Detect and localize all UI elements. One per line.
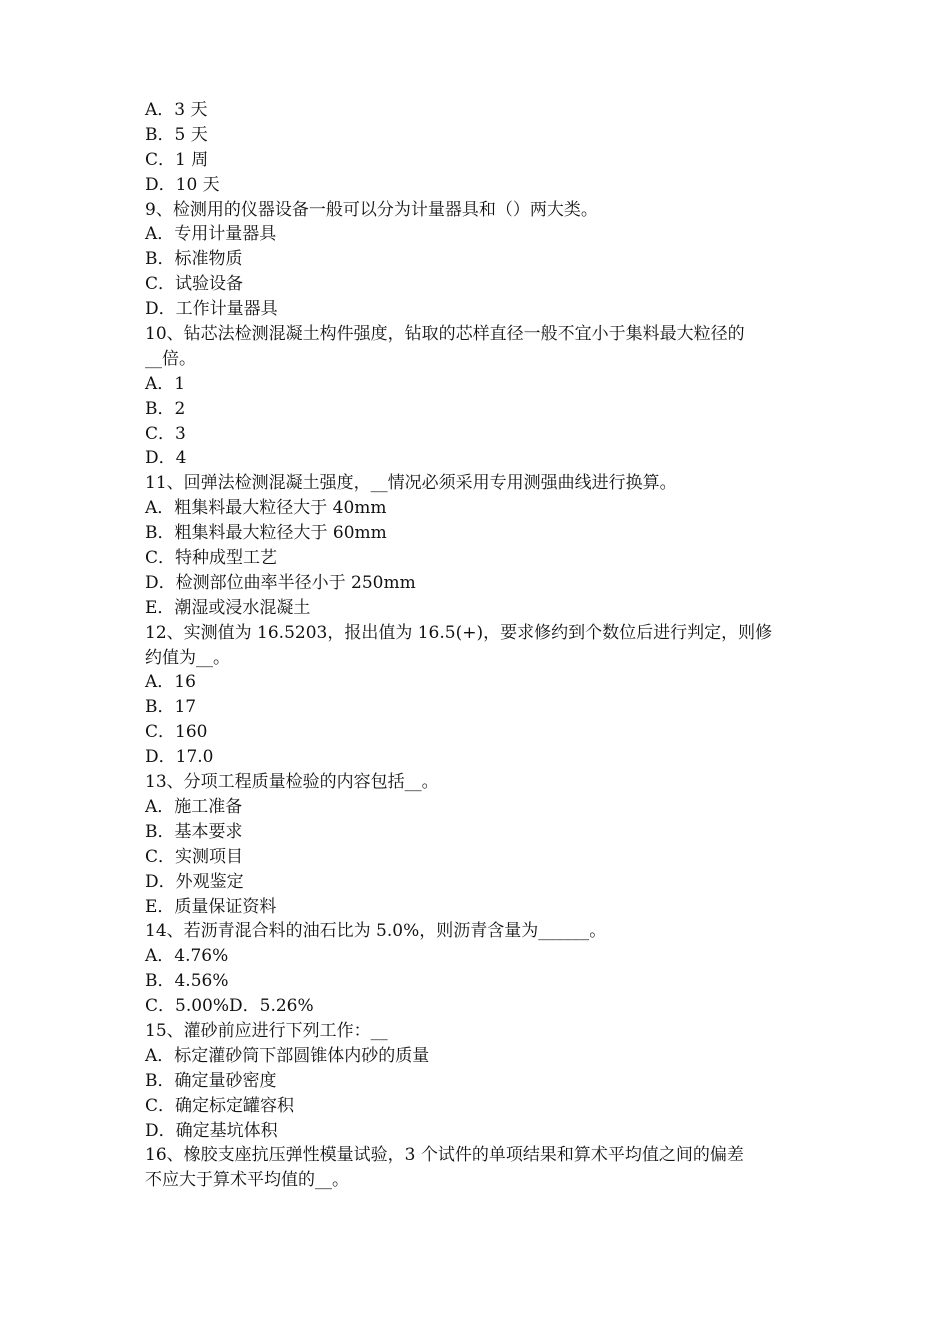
option-line: D．17.0 (145, 747, 214, 768)
option-line: E．潮湿或浸水混凝土 (145, 597, 311, 618)
option-line: A．4.76% (145, 946, 229, 967)
question-line: __倍。 (145, 348, 196, 369)
option-line: A．1 (145, 373, 186, 394)
option-line: B．2 (145, 398, 186, 419)
option-line: B．5 天 (145, 124, 208, 145)
option-line: C．特种成型工艺 (145, 548, 278, 569)
question-line: 9、检测用的仪器设备一般可以分为计量器具和（）两大类。 (145, 199, 598, 220)
option-line: C．160 (145, 722, 208, 743)
option-line: B．标准物质 (145, 249, 243, 270)
option-line: E．质量保证资料 (145, 896, 277, 917)
option-line: D．4 (145, 448, 187, 469)
option-line: B．基本要求 (145, 821, 243, 842)
option-line: D．工作计量器具 (145, 299, 278, 320)
question-line: 不应大于算术平均值的__。 (145, 1170, 349, 1191)
question-line: 11、回弹法检测混凝土强度，__情况必须采用专用测强曲线进行换算。 (145, 473, 677, 494)
option-line: D．确定基坑体积 (145, 1120, 278, 1141)
option-line: A．专用计量器具 (145, 224, 277, 245)
option-line: A．标定灌砂筒下部圆锥体内砂的质量 (145, 1045, 430, 1066)
question-line: 12、实测值为 16.5203，报出值为 16.5(+)，要求修约到个数位后进行判定，则修 (145, 622, 773, 643)
option-line: D．检测部位曲率半径小于 250mm (145, 572, 416, 593)
question-line: 约值为__。 (145, 647, 230, 668)
option-line: C．实测项目 (145, 846, 244, 867)
option-line: A．3 天 (145, 100, 208, 120)
option-line: A．粗集料最大粒径大于 40mm (145, 498, 387, 519)
question-line: 13、分项工程质量检验的内容包括__。 (145, 772, 439, 793)
document-body (145, 98, 815, 1193)
option-line: D．外观鉴定 (145, 871, 244, 892)
option-line: C．试验设备 (145, 274, 244, 295)
option-line: D．10 天 (145, 174, 220, 195)
option-line: C．确定标定罐容积 (145, 1095, 295, 1116)
option-line: B．4.56% (145, 971, 229, 992)
question-line: 14、若沥青混合料的油石比为 5.0%，则沥青含量为______。 (145, 921, 607, 942)
option-line: A．施工准备 (145, 796, 243, 817)
option-line: C．5.00%D．5.26% (145, 996, 314, 1017)
option-line: C．3 (145, 423, 186, 444)
question-line: 16、橡胶支座抗压弹性模量试验，3 个试件的单项结果和算术平均值之间的偏差 (145, 1145, 744, 1166)
option-line: B．确定量砂密度 (145, 1070, 277, 1091)
option-line: C．1 周 (145, 149, 209, 170)
option-line: A．16 (145, 672, 196, 693)
question-line: 15、灌砂前应进行下列工作：__ (145, 1020, 388, 1041)
question-line: 10、钻芯法检测混凝土构件强度，钻取的芯样直径一般不宜小于集料最大粒径的 (145, 324, 745, 345)
option-line: B．17 (145, 697, 197, 718)
option-line: B．粗集料最大粒径大于 60mm (145, 523, 387, 544)
